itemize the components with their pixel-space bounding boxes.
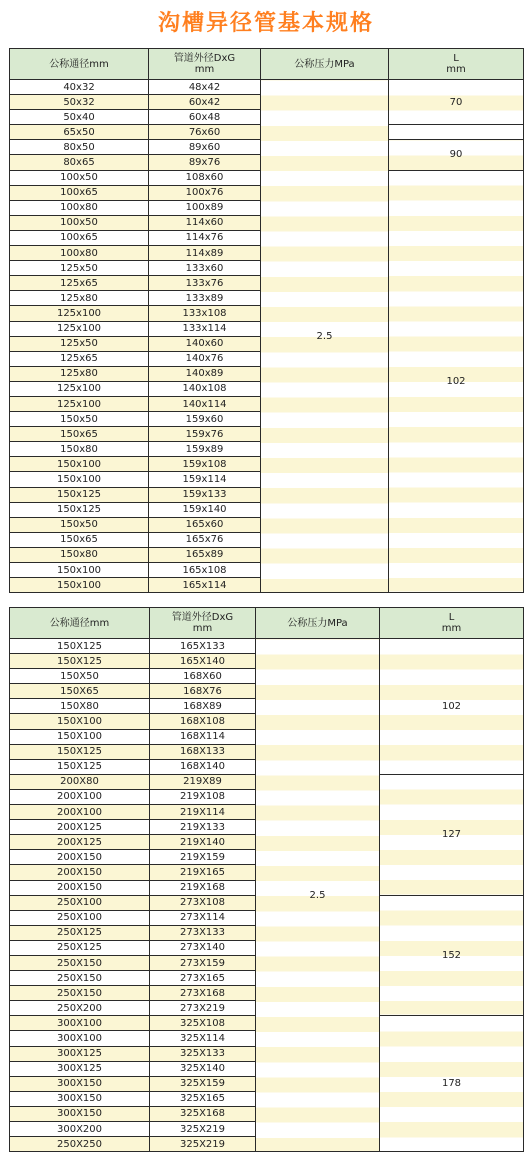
- nominal-diameter-cell: 250X150: [10, 971, 150, 986]
- nominal-diameter-cell: 100x65: [10, 230, 149, 245]
- nominal-diameter-cell: 150X100: [10, 714, 150, 729]
- nominal-diameter-cell: 150X50: [10, 669, 150, 684]
- outer-diameter-cell: 219X114: [150, 805, 256, 820]
- table-header-row: [10, 608, 524, 639]
- outer-diameter-cell: 325X219: [150, 1122, 256, 1137]
- nominal-diameter-cell: 300X200: [10, 1122, 150, 1137]
- outer-diameter-cell: 60x48: [149, 110, 261, 125]
- outer-diameter-cell: 219X108: [150, 789, 256, 804]
- nominal-diameter-cell: 300X125: [10, 1046, 150, 1061]
- table-row: [10, 639, 524, 654]
- nominal-diameter-cell: 100x80: [10, 200, 149, 215]
- nominal-diameter-cell: 200X125: [10, 820, 150, 835]
- outer-diameter-cell: 219X168: [150, 880, 256, 895]
- outer-diameter-cell: 108x60: [149, 170, 261, 185]
- nominal-diameter-cell: 150x50: [10, 412, 149, 427]
- nominal-diameter-cell: 300X150: [10, 1106, 150, 1121]
- outer-diameter-cell: 325X114: [150, 1031, 256, 1046]
- outer-diameter-cell: 168X76: [150, 684, 256, 699]
- outer-diameter-cell: 165x60: [149, 517, 261, 532]
- nominal-diameter-cell: 40x32: [10, 80, 149, 95]
- outer-diameter-cell: 168X108: [150, 714, 256, 729]
- outer-diameter-cell: 100x89: [149, 200, 261, 215]
- nominal-diameter-cell: 250X125: [10, 925, 150, 940]
- nominal-diameter-cell: 100x50: [10, 170, 149, 185]
- nominal-diameter-cell: 250X100: [10, 910, 150, 925]
- outer-diameter-cell: 273X219: [150, 1001, 256, 1016]
- outer-diameter-cell: 159x114: [149, 472, 261, 487]
- outer-diameter-cell: 159x140: [149, 502, 261, 517]
- outer-diameter-cell: 165x114: [149, 578, 261, 593]
- nominal-diameter-cell: 150X100: [10, 729, 150, 744]
- nominal-diameter-cell: 250X200: [10, 1001, 150, 1016]
- nominal-diameter-cell: 150x65: [10, 532, 149, 547]
- outer-diameter-cell: 273X114: [150, 910, 256, 925]
- nominal-diameter-cell: 150X125: [10, 654, 150, 669]
- spec-table-1: [9, 48, 524, 593]
- length-cell: 178: [380, 1016, 524, 1152]
- nominal-diameter-cell: 200X150: [10, 865, 150, 880]
- nominal-diameter-cell: 150X80: [10, 699, 150, 714]
- nominal-diameter-cell: 100x50: [10, 215, 149, 230]
- outer-diameter-cell: 219X133: [150, 820, 256, 835]
- spec-table-2: [9, 607, 524, 1152]
- outer-diameter-cell: 325X219: [150, 1137, 256, 1152]
- nominal-diameter-cell: 250X150: [10, 986, 150, 1001]
- outer-diameter-cell: 168X89: [150, 699, 256, 714]
- nominal-diameter-cell: 300X150: [10, 1076, 150, 1091]
- outer-diameter-cell: 325X168: [150, 1106, 256, 1121]
- nominal-diameter-cell: 150X125: [10, 744, 150, 759]
- outer-diameter-cell: 133x108: [149, 306, 261, 321]
- nominal-diameter-cell: 125x80: [10, 291, 149, 306]
- outer-diameter-cell: 133x60: [149, 261, 261, 276]
- length-cell: 152: [380, 895, 524, 1016]
- nominal-diameter-cell: 150X125: [10, 759, 150, 774]
- nominal-diameter-cell: 150x125: [10, 487, 149, 502]
- nominal-diameter-cell: 125x100: [10, 381, 149, 396]
- outer-diameter-cell: 140x89: [149, 366, 261, 381]
- length-cell: 70: [389, 80, 524, 125]
- nominal-diameter-cell: 50x32: [10, 95, 149, 110]
- nominal-diameter-cell: 150x100: [10, 563, 149, 578]
- outer-diameter-cell: 140x108: [149, 381, 261, 396]
- outer-diameter-cell: 325X159: [150, 1076, 256, 1091]
- outer-diameter-cell: 165x89: [149, 547, 261, 562]
- nominal-diameter-cell: 150x80: [10, 442, 149, 457]
- outer-diameter-cell: 325X108: [150, 1016, 256, 1031]
- outer-diameter-cell: 133x114: [149, 321, 261, 336]
- nominal-diameter-cell: 150x100: [10, 472, 149, 487]
- outer-diameter-cell: 325X140: [150, 1061, 256, 1076]
- nominal-pressure-cell: 2.5: [256, 639, 380, 1152]
- nominal-diameter-cell: 150x50: [10, 517, 149, 532]
- nominal-diameter-cell: 300X125: [10, 1061, 150, 1076]
- nominal-diameter-cell: 150x100: [10, 457, 149, 472]
- outer-diameter-cell: 273X108: [150, 895, 256, 910]
- outer-diameter-cell: 114x89: [149, 246, 261, 261]
- nominal-diameter-cell: 125x65: [10, 276, 149, 291]
- nominal-diameter-cell: 50x40: [10, 110, 149, 125]
- nominal-diameter-cell: 125x50: [10, 261, 149, 276]
- outer-diameter-cell: 159x60: [149, 412, 261, 427]
- nominal-diameter-cell: 250X150: [10, 955, 150, 970]
- header-outer-diameter: 管道外径DxG mm: [149, 49, 261, 80]
- outer-diameter-cell: 133x76: [149, 276, 261, 291]
- header-outer-diameter: 管道外径DxG mm: [150, 608, 256, 639]
- nominal-diameter-cell: 150x65: [10, 427, 149, 442]
- outer-diameter-cell: 159x133: [149, 487, 261, 502]
- outer-diameter-cell: 76x60: [149, 125, 261, 140]
- nominal-diameter-cell: 300X100: [10, 1016, 150, 1031]
- outer-diameter-cell: 219X89: [150, 774, 256, 789]
- nominal-diameter-cell: 80x50: [10, 140, 149, 155]
- outer-diameter-cell: 114x76: [149, 230, 261, 245]
- nominal-diameter-cell: 150X65: [10, 684, 150, 699]
- outer-diameter-cell: 273X140: [150, 940, 256, 955]
- length-cell: 102: [389, 170, 524, 593]
- nominal-diameter-cell: 125x100: [10, 306, 149, 321]
- outer-diameter-cell: 140x76: [149, 351, 261, 366]
- outer-diameter-cell: 219X165: [150, 865, 256, 880]
- outer-diameter-cell: 100x76: [149, 185, 261, 200]
- nominal-diameter-cell: 250X125: [10, 940, 150, 955]
- nominal-diameter-cell: 250X250: [10, 1137, 150, 1152]
- outer-diameter-cell: 140x60: [149, 336, 261, 351]
- nominal-diameter-cell: 150x125: [10, 502, 149, 517]
- outer-diameter-cell: 168X60: [150, 669, 256, 684]
- header-nominal-pressure: 公称压力MPa: [261, 49, 389, 80]
- nominal-diameter-cell: 150x100: [10, 578, 149, 593]
- outer-diameter-cell: 89x76: [149, 155, 261, 170]
- outer-diameter-cell: 219X140: [150, 835, 256, 850]
- nominal-diameter-cell: 100x80: [10, 246, 149, 261]
- outer-diameter-cell: 114x60: [149, 215, 261, 230]
- outer-diameter-cell: 159x108: [149, 457, 261, 472]
- table-header-row: [10, 49, 524, 80]
- outer-diameter-cell: 273X159: [150, 955, 256, 970]
- nominal-pressure-cell: 2.5: [261, 80, 389, 593]
- nominal-diameter-cell: 200X100: [10, 805, 150, 820]
- nominal-diameter-cell: 125x100: [10, 321, 149, 336]
- length-cell: 90: [389, 140, 524, 170]
- nominal-diameter-cell: 80x65: [10, 155, 149, 170]
- outer-diameter-cell: 165X140: [150, 654, 256, 669]
- header-nominal-diameter: 公称通径mm: [10, 608, 150, 639]
- nominal-diameter-cell: 300X150: [10, 1091, 150, 1106]
- table-row: [10, 80, 524, 95]
- outer-diameter-cell: 325X133: [150, 1046, 256, 1061]
- outer-diameter-cell: 89x60: [149, 140, 261, 155]
- length-cell: 102: [380, 639, 524, 775]
- outer-diameter-cell: 140x114: [149, 396, 261, 411]
- nominal-diameter-cell: 200X150: [10, 880, 150, 895]
- nominal-diameter-cell: 200X150: [10, 850, 150, 865]
- outer-diameter-cell: 159x76: [149, 427, 261, 442]
- header-nominal-pressure: 公称压力MPa: [256, 608, 380, 639]
- outer-diameter-cell: 273X168: [150, 986, 256, 1001]
- page-title: 沟槽异径管基本规格: [157, 11, 374, 36]
- length-cell: 127: [380, 774, 524, 895]
- length-cell: [389, 125, 524, 140]
- nominal-diameter-cell: 150X125: [10, 639, 150, 654]
- outer-diameter-cell: 159x89: [149, 442, 261, 457]
- outer-diameter-cell: 165x108: [149, 563, 261, 578]
- outer-diameter-cell: 168X114: [150, 729, 256, 744]
- outer-diameter-cell: 60x42: [149, 95, 261, 110]
- nominal-diameter-cell: 200X80: [10, 774, 150, 789]
- nominal-diameter-cell: 125x80: [10, 366, 149, 381]
- nominal-diameter-cell: 125x50: [10, 336, 149, 351]
- outer-diameter-cell: 48x42: [149, 80, 261, 95]
- nominal-diameter-cell: 300X100: [10, 1031, 150, 1046]
- nominal-diameter-cell: 125x65: [10, 351, 149, 366]
- nominal-diameter-cell: 200X125: [10, 835, 150, 850]
- outer-diameter-cell: 168X133: [150, 744, 256, 759]
- header-nominal-diameter: 公称通径mm: [10, 49, 149, 80]
- outer-diameter-cell: 165X133: [150, 639, 256, 654]
- nominal-diameter-cell: 100x65: [10, 185, 149, 200]
- nominal-diameter-cell: 200X100: [10, 789, 150, 804]
- outer-diameter-cell: 168X140: [150, 759, 256, 774]
- outer-diameter-cell: 133x89: [149, 291, 261, 306]
- outer-diameter-cell: 219X159: [150, 850, 256, 865]
- nominal-diameter-cell: 150x80: [10, 547, 149, 562]
- outer-diameter-cell: 273X133: [150, 925, 256, 940]
- outer-diameter-cell: 273X165: [150, 971, 256, 986]
- header-length: L mm: [380, 608, 524, 639]
- nominal-diameter-cell: 125x100: [10, 396, 149, 411]
- header-length: L mm: [389, 49, 524, 80]
- outer-diameter-cell: 165x76: [149, 532, 261, 547]
- outer-diameter-cell: 325X165: [150, 1091, 256, 1106]
- nominal-diameter-cell: 65x50: [10, 125, 149, 140]
- nominal-diameter-cell: 250X100: [10, 895, 150, 910]
